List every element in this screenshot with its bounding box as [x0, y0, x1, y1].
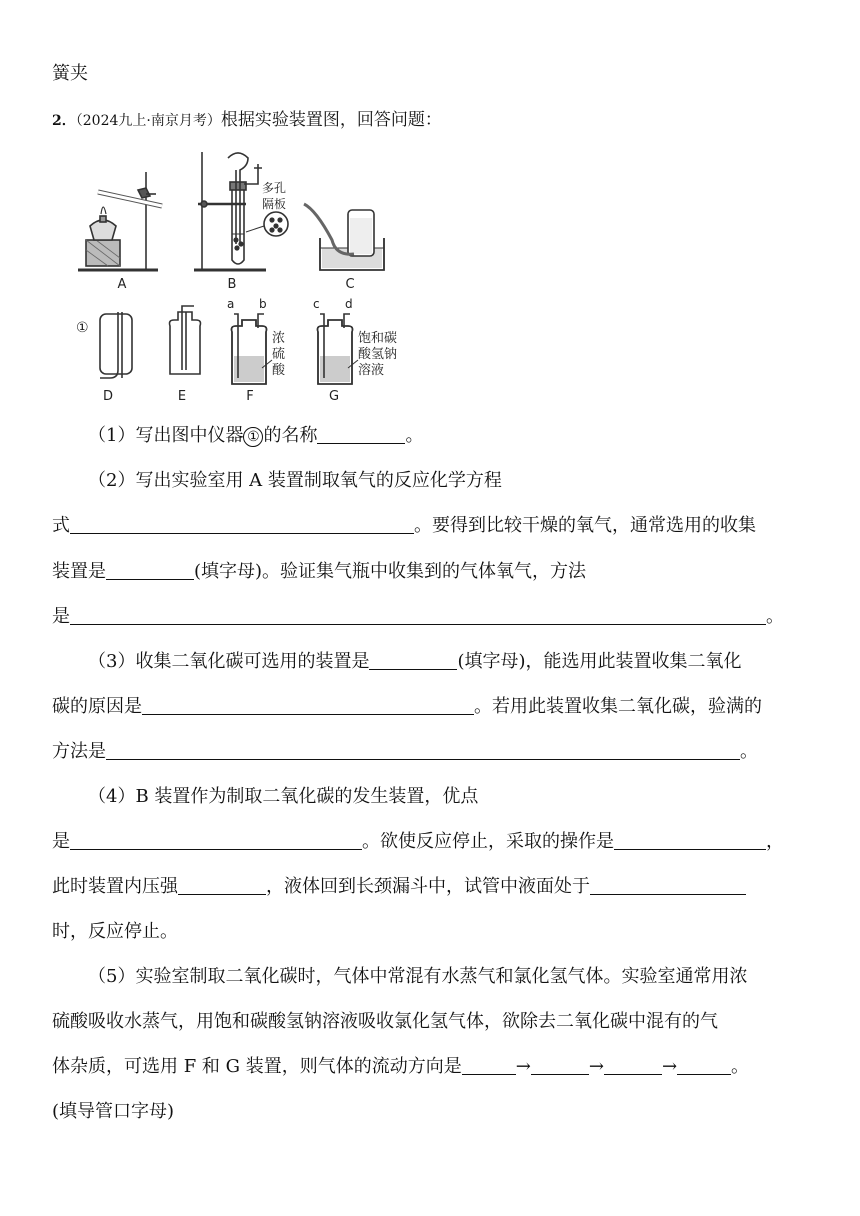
answer-blank-3-device[interactable]	[369, 651, 457, 670]
part5-line1: （5）实验室制取二氧化碳时，气体中常混有水蒸气和氯化氢气体。实验室通常用浓	[88, 966, 748, 987]
flow-blank-2[interactable]	[531, 1056, 589, 1075]
label-g: G	[328, 389, 340, 404]
part3-line3: 方法是 。	[52, 741, 758, 762]
label-f: F	[246, 389, 254, 404]
apparatus-b	[194, 152, 288, 270]
apparatus-c	[304, 204, 384, 270]
label-d: D	[102, 389, 114, 404]
question-number: 2．	[52, 113, 76, 129]
part1-line: （1）写出图中仪器 ① 的名称 。	[88, 425, 424, 446]
answer-blank-3-check[interactable]	[106, 741, 740, 760]
g-reagent-1: 饱和碳	[358, 331, 398, 346]
part5-line4: (填导管口字母)	[52, 1101, 175, 1122]
g-reagent-2: 酸氢钠	[358, 347, 398, 362]
label-a: A	[117, 277, 127, 292]
part2-line1: （2）写出实验室用 A 装置制取氧气的反应化学方程	[88, 470, 502, 491]
port-d: d	[345, 297, 353, 311]
port-b: b	[259, 297, 267, 311]
header-text: 簧夹	[52, 63, 88, 84]
part2-line4: 是 。	[52, 606, 784, 627]
answer-blank-4-operation[interactable]	[614, 831, 766, 850]
part4-line3: 此时装置内压强 ，液体回到长颈漏斗中，试管中液面处于	[52, 875, 812, 899]
apparatus-a	[78, 172, 162, 270]
part4-line4: 时，反应停止。	[52, 921, 178, 942]
apparatus-f	[232, 314, 267, 384]
part3-line2: 碳的原因是 。若用此装置收集二氧化碳，验满的	[52, 696, 762, 717]
apparatus-figure	[66, 148, 426, 410]
answer-blank-1[interactable]	[317, 425, 405, 444]
f-reagent-3: 酸	[272, 363, 286, 378]
f-reagent-1: 浓	[272, 331, 286, 346]
label-b: B	[227, 277, 237, 292]
answer-blank-4-pressure[interactable]	[178, 876, 266, 895]
apparatus-d	[100, 312, 132, 378]
answer-blank-3-reason[interactable]	[142, 696, 474, 715]
part5-line3: 体杂质，可选用 F 和 G 装置，则气体的流动方向是 → → → 。	[52, 1056, 750, 1077]
part2-line2: 式 。要得到比较干燥的氧气，通常选用的收集	[52, 515, 756, 536]
port-c: c	[313, 297, 320, 311]
flow-blank-4[interactable]	[677, 1056, 731, 1075]
instrument-marker-inline: ①	[243, 427, 263, 447]
label-c: C	[345, 277, 355, 292]
question-prompt: 根据实验装置图，回答问题：	[220, 110, 442, 130]
part3-line1: （3）收集二氧化碳可选用的装置是 (填字母)，能选用此装置收集二氧化	[88, 651, 742, 672]
question-heading	[52, 108, 812, 133]
answer-blank-2-equation[interactable]	[70, 515, 414, 534]
plate-label-1: 多孔	[262, 181, 287, 195]
g-reagent-3: 溶液	[358, 363, 385, 378]
answer-blank-4-advantage[interactable]	[70, 831, 362, 850]
part4-line1: （4）B 装置作为制取二氧化碳的发生装置，优点	[88, 786, 479, 807]
part4-line2: 是 。欲使反应停止，采取的操作是 ，	[52, 831, 784, 852]
answer-blank-4-level[interactable]	[590, 876, 746, 895]
apparatus-e	[170, 306, 201, 374]
port-a: a	[227, 297, 235, 311]
f-reagent-2: 硫	[272, 347, 286, 362]
instrument-marker: ①	[76, 320, 89, 336]
part2-line3: 装置是 (填字母)。验证集气瓶中收集到的气体氧气，方法	[52, 561, 587, 582]
answer-blank-2-collect[interactable]	[106, 561, 194, 580]
part5-line2: 硫酸吸收水蒸气，用饱和碳酸氢钠溶液吸收氯化氢气体，欲除去二氧化碳中混有的气	[52, 1011, 718, 1032]
question-source: （2024九上·南京月考）	[75, 113, 221, 129]
label-e: E	[177, 389, 187, 404]
apparatus-g	[318, 314, 353, 384]
flow-blank-1[interactable]	[462, 1056, 516, 1075]
flow-blank-3[interactable]	[604, 1056, 662, 1075]
answer-blank-2-method[interactable]	[70, 606, 766, 625]
plate-label-2: 隔板	[262, 197, 287, 211]
